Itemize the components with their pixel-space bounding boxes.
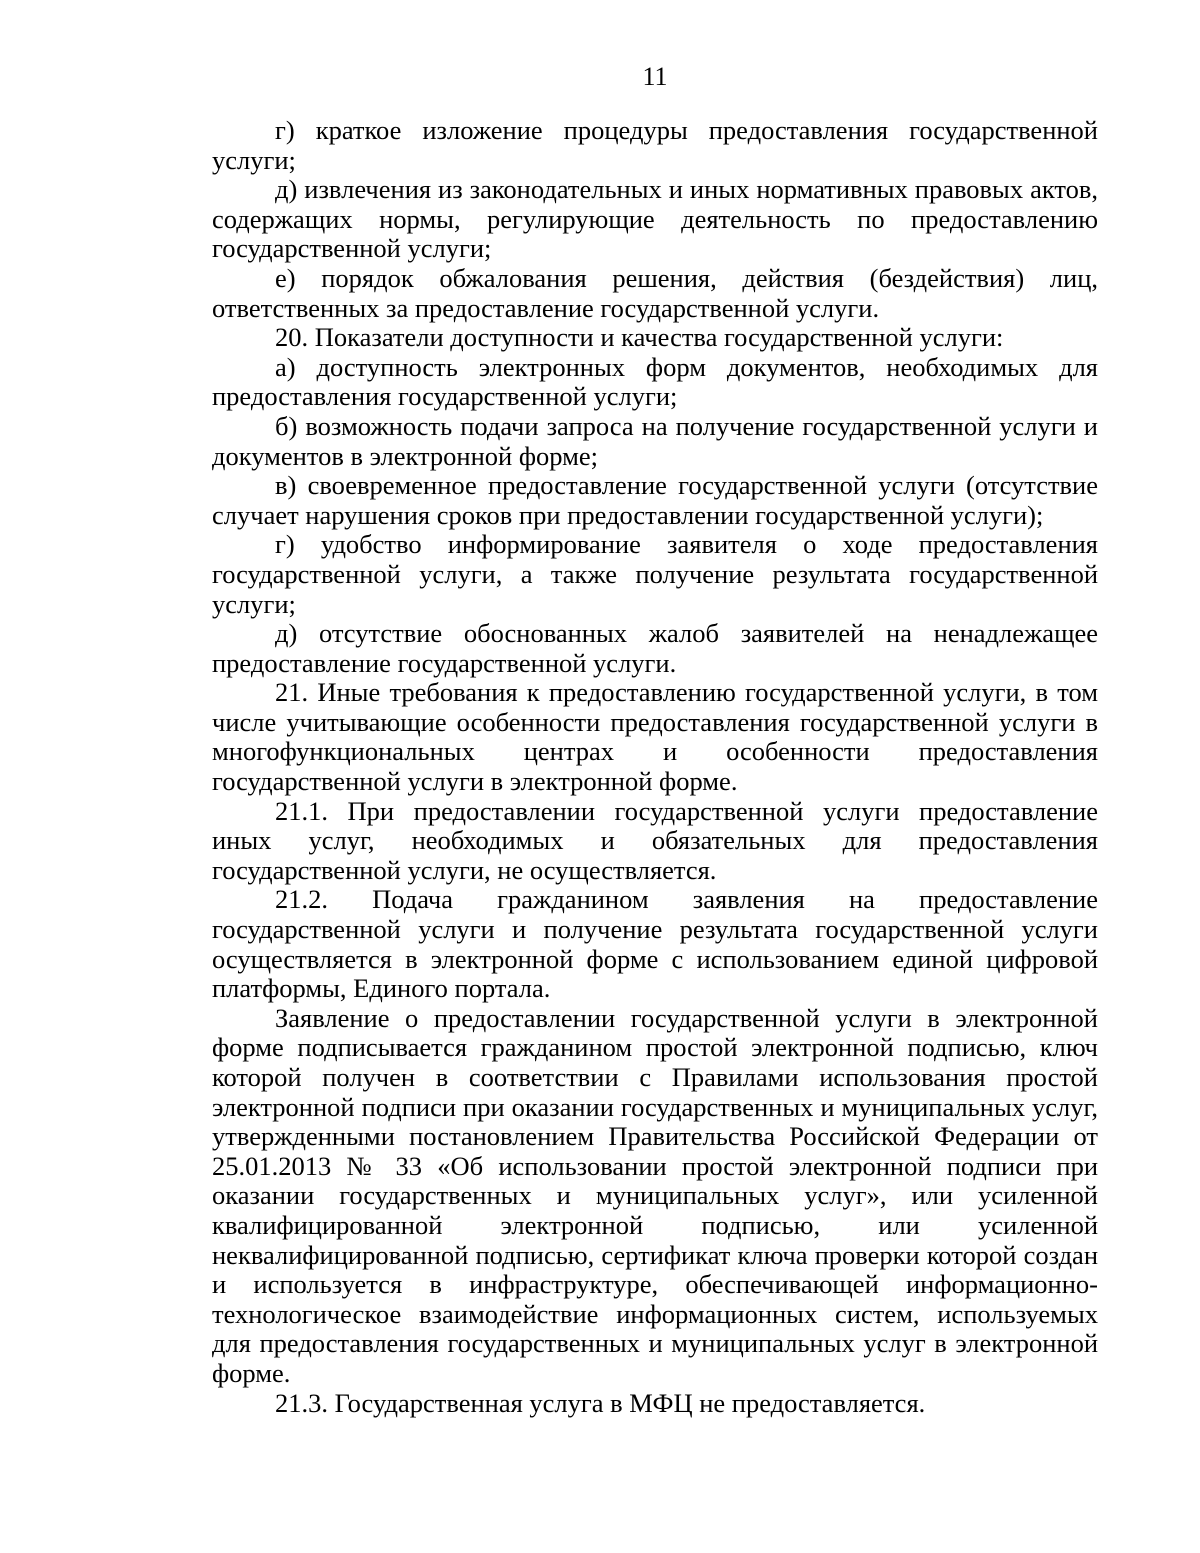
paragraph-item-d-legal-extracts: д) извлечения из законодательных и иных нормативных правовых актов, содержащих нормы, регулирующие деятельность по предоставлению государственной услуги; (212, 174, 1098, 264)
paragraph-item-g-convenience: г) удобство информирование заявителя о ходе предоставления государственной услуги, а также получение результата государственной услуги; (212, 529, 1098, 619)
page-number: 11 (642, 62, 668, 91)
paragraph-section-20: 20. Показатели доступности и качества государственной услуги: (275, 322, 1004, 353)
paragraph-section-21: 21. Иные требования к предоставлению государственной услуги, в том числе учитывающие особенности предоставления государственной услуги в многофункциональных центрах и особенности предоставления государственной услуги в электронной форме. (212, 677, 1098, 797)
paragraph-item-a-electronic-forms: а) доступность электронных форм документов, необходимых для предоставления государственной услуги; (212, 351, 1098, 412)
paragraph-section-21-3: 21.3. Государственная услуга в МФЦ не предоставляется. (275, 1387, 926, 1418)
paragraph-electronic-signature: Заявление о предоставлении государственной услуги в электронной форме подписывается гражданином простой электронной подписью, ключ которой получен в соответствии с Правилами использования простой электронной подписи при оказании государственных и муниципальных услуг, утвержденными постановлением Правительства Российской Федерации от 25.01.2013 № 33 «Об использовании простой электронной подписи при оказании государственных и муниципальных услуг», или усиленной квалифицированной электронной подписью, или усиленной неквалифицированной подписью, сертификат ключа проверки которой создан и используется в инфраструктуре, обеспечивающей информационно-технологическое взаимодействие информационных систем, используемых для предоставления государственных и муниципальных услуг в электронной форме. (212, 1002, 1098, 1388)
paragraph-section-21-1: 21.1. При предоставлении государственной услуги предоставление иных услуг, необходимых и обязательных для предоставления государственной услуги, не осуществляется. (212, 795, 1098, 885)
paragraph-item-e-appeal-procedure: е) порядок обжалования решения, действия (бездействия) лиц, ответственных за предоставление государственной услуги. (212, 262, 1098, 323)
paragraph-item-d-no-complaints: д) отсутствие обоснованных жалоб заявителей на ненадлежащее предоставление государственной услуги. (212, 618, 1098, 678)
document-body (212, 116, 1098, 1418)
paragraph-item-g-procedure-summary: г) краткое изложение процедуры предоставления государственной услуги; (212, 115, 1098, 175)
paragraph-item-b-electronic-request: б) возможность подачи запроса на получение государственной услуги и документов в электронной форме; (212, 410, 1098, 471)
paragraph-item-v-timely-provision: в) своевременное предоставление государственной услуги (отсутствие случает нарушения сроков при предоставлении государственной услуги); (212, 470, 1098, 530)
paragraph-section-21-2: 21.2. Подача гражданином заявления на предоставление государственной услуги и получение результата государственной услуги осуществляется в электронной форме с использованием единой цифровой платформы, Единого портала. (212, 884, 1098, 1004)
